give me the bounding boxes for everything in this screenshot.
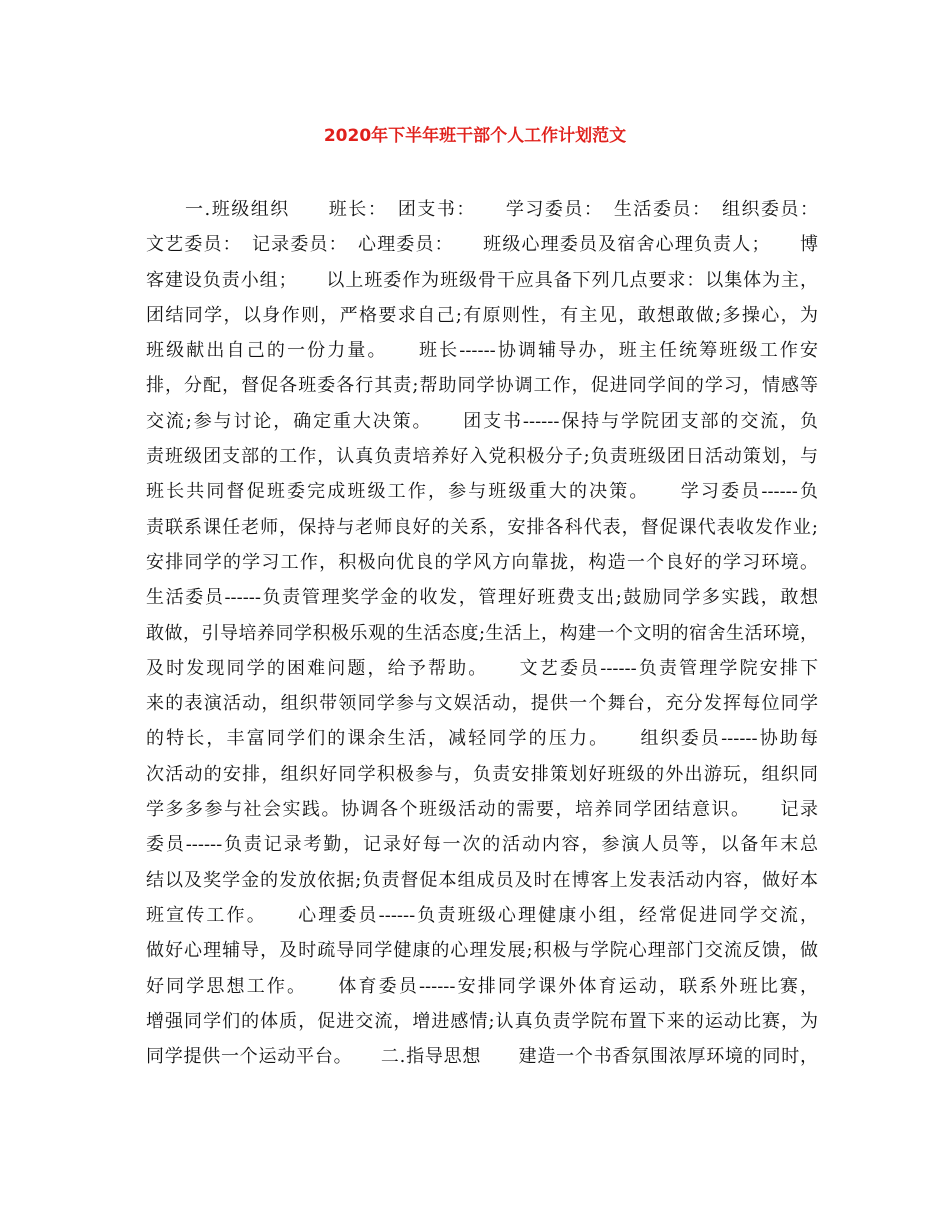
body-line: 做好心理辅导，及时疏导同学健康的心理发展;积极与学院心理部门交流反馈，做 <box>146 940 818 962</box>
body-line: 及时发现同学的困难问题，给予帮助。 文艺委员------负责管理学院安排下 <box>146 657 818 679</box>
document-title: 2020年下半年班干部个人工作计划范文 <box>323 126 627 146</box>
body-line: 安排同学的学习工作，积极向优良的学风方向靠拢，构造一个良好的学习环境。 <box>146 551 818 573</box>
body-line: 团结同学，以身作则，严格要求自己;有原则性，有主见，敢想敢做;多操心，为 <box>146 304 818 326</box>
body-line: 文艺委员： 记录委员： 心理委员： 班级心理委员及宿舍心理负责人； 博 <box>146 234 818 256</box>
body-line: 班宣传工作。 心理委员------负责班级心理健康小组，经常促进同学交流， <box>146 904 818 926</box>
body-line: 结以及奖学金的发放依据;负责督促本组成员及时在博客上发表活动内容，做好本 <box>146 869 818 891</box>
body-line: 责联系课任老师，保持与老师良好的关系，安排各科代表，督促课代表收发作业; <box>146 516 818 538</box>
body-line: 敢做，引导培养同学积极乐观的生活态度;生活上，构建一个文明的宿舍生活环境， <box>146 622 818 644</box>
body-line: 生活委员------负责管理奖学金的收发，管理好班费支出;鼓励同学多实践，敢想 <box>146 587 818 609</box>
body-line: 班长共同督促班委完成班级工作，参与班级重大的决策。 学习委员------负 <box>146 481 818 503</box>
body-line: 来的表演活动，组织带领同学参与文娱活动，提供一个舞台，充分发挥每位同学 <box>146 693 818 715</box>
body-line: 一.班级组织 班长： 团支书： 学习委员： 生活委员： 组织委员： <box>146 199 818 220</box>
body-line: 班级献出自己的一份力量。 班长------协调辅导办，班主任统筹班级工作安 <box>146 340 818 362</box>
body-line: 同学提供一个运动平台。 二.指导思想 建造一个书香氛围浓厚环境的同时， <box>146 1046 818 1068</box>
document-body <box>146 192 818 1074</box>
body-line: 增强同学们的体质，促进交流，增进感情;认真负责学院布置下来的运动比赛，为 <box>146 1010 818 1032</box>
body-line: 责班级团支部的工作，认真负责培养好入党积极分子;负责班级团日活动策划，与 <box>146 446 818 468</box>
body-line: 的特长，丰富同学们的课余生活，减轻同学的压力。 组织委员------协助每 <box>146 728 818 750</box>
body-line: 好同学思想工作。 体育委员------安排同学课外体育运动，联系外班比赛， <box>146 975 818 997</box>
body-line: 交流;参与讨论，确定重大决策。 团支书------保持与学院团支部的交流，负 <box>146 410 818 432</box>
body-line: 委员------负责记录考勤，记录好每一次的活动内容，参演人员等，以备年末总 <box>146 834 818 856</box>
body-line: 次活动的安排，组织好同学积极参与，负责安排策划好班级的外出游玩，组织同 <box>146 763 818 785</box>
body-line: 客建设负责小组； 以上班委作为班级骨干应具备下列几点要求：以集体为主， <box>146 269 818 291</box>
body-line: 排，分配，督促各班委各行其责;帮助同学协调工作，促进同学间的学习，情感等 <box>146 375 818 397</box>
body-line: 学多多参与社会实践。协调各个班级活动的需要，培养同学团结意识。 记录 <box>146 799 818 821</box>
